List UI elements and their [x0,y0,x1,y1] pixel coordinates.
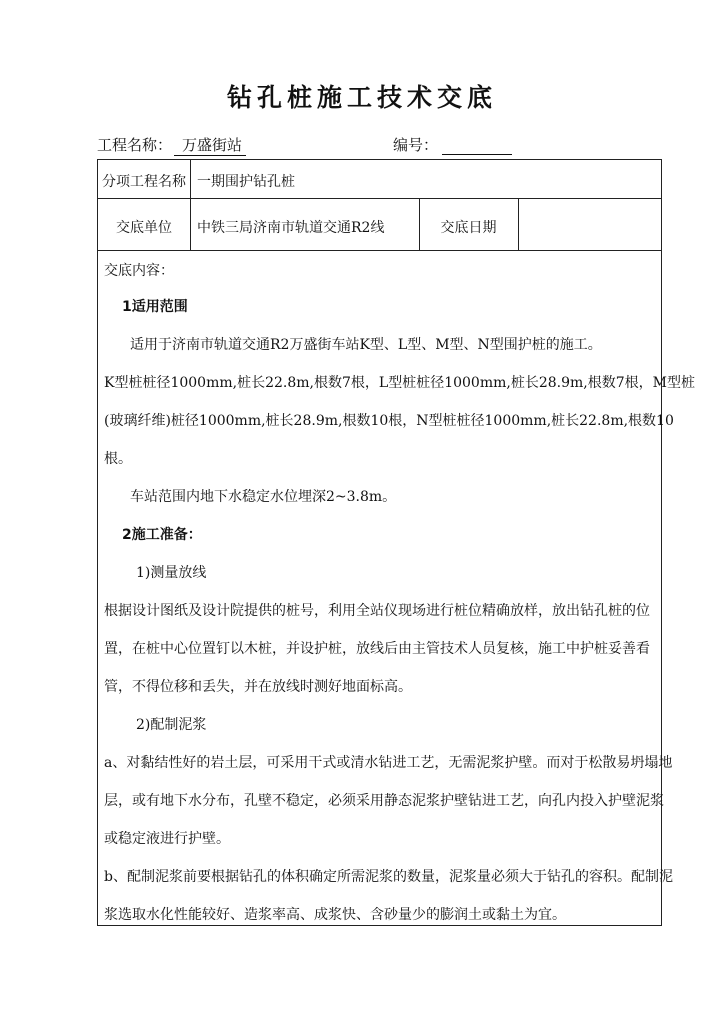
paragraph-line: 置，在桩中心位置钉以木桩，并设护桩，放线后由主管技术人员复核，施工中护桩妥善看 [104,641,650,657]
subproject-value: 一期围护钻孔桩 [197,174,295,190]
table-row-divider [98,250,661,251]
project-name-value: 万盛街站 [174,134,246,156]
paragraph-line: 适用于济南市轨道交通R2万盛街车站K型、L型、M型、N型围护桩的施工。 [130,337,602,353]
paragraph-line: 浆选取水化性能较好、造浆率高、成浆快、含砂量少的膨润土或黏土为宜。 [104,907,566,923]
document-title: 钻孔桩施工技术交底 [226,83,497,112]
table-column-divider [190,160,191,250]
paragraph-line: 根。 [104,451,132,467]
paragraph-line: a、对黏结性好的岩土层，可采用干式或清水钻进工艺，无需泥浆护壁。而对于松散易坍塌地 [104,755,673,771]
paragraph-line: 车站范围内地下水稳定水位埋深2~3.8m。 [130,489,397,505]
document-number-field [393,134,512,155]
unit-value: 中铁三局济南市轨道交通R2线 [197,220,385,236]
section-heading: 1适用范围 [122,299,188,315]
subproject-label: 分项工程名称 [102,174,186,190]
unit-label: 交底单位 [116,220,172,236]
project-name-label: 工程名称： [97,136,173,154]
subsection-heading: 2)配制泥浆 [136,717,207,733]
paragraph-line: 层，或有地下水分布，孔壁不稳定，必须采用静态泥浆护壁钻进工艺，向孔内投入护壁泥浆 [104,793,664,809]
paragraph-line: 管，不得位移和丢失，并在放线时测好地面标高。 [104,679,412,695]
paragraph-line: 根据设计图纸及设计院提供的桩号，利用全站仪现场进行桩位精确放样，放出钻孔桩的位 [104,603,650,619]
table-row-divider [98,198,661,199]
section-heading: 2施工准备： [122,527,202,543]
document-number-blank [442,140,512,155]
paragraph-line: b、配制泥浆前要根据钻孔的体积确定所需泥浆的数量，泥浆量必须大于钻孔的容积。配制泥 [104,869,673,885]
subsection-heading: 1)测量放线 [136,565,207,581]
paragraph-line: (玻璃纤维)桩径1000mm,桩长28.9m,根数10根，N型桩桩径1000mm,桩长22.8m,根数10 [104,413,674,429]
date-label: 交底日期 [440,220,497,236]
paragraph-line: K型桩桩径1000mm,桩长22.8m,根数7根，L型桩桩径1000mm,桩长28.9m,根数7根，M型桩 [104,375,695,391]
table-column-divider [518,198,519,250]
project-name-field [97,134,246,156]
content-label: 交底内容： [104,263,174,279]
paragraph-line: 或稳定液进行护壁。 [104,831,230,847]
document-number-label: 编号： [393,136,439,154]
